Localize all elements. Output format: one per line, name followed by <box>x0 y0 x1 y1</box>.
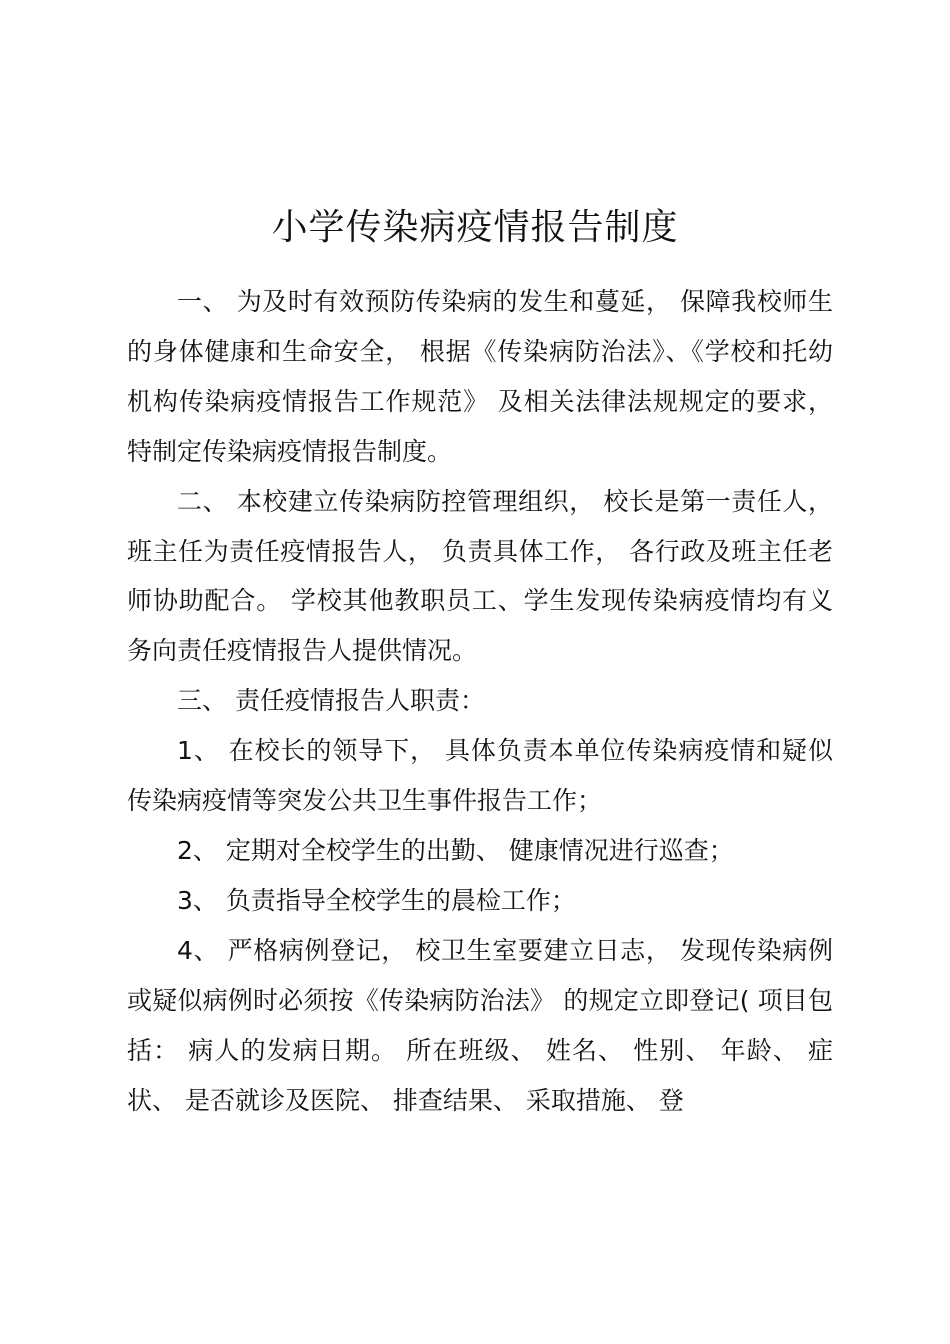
paragraph-duty-4: 4、 严格病例登记， 校卫生室要建立日志， 发现传染病例或疑似病例时必须按《传染病防治法》 的规定立即登记( 项目包括： 病人的发病日期。 所在班级、 姓名、 性别、 年龄、 症状、 是否就诊及医院、 排查结果、 采取措施、 登 <box>127 935 833 1115</box>
paragraph-section-2: 二、 本校建立传染病防控管理组织， 校长是第一责任人，班主任为责任疫情报告人， 负责具体工作， 各行政及班主任老师协助配合。 学校其他教职员工、学生发现传染病疫情均有义务向责任疫情报告人提供情况。 <box>127 486 833 666</box>
paragraph-duty-3: 3、 负责指导全校学生的晨检工作； <box>177 885 576 915</box>
paragraph-section-1: 一、 为及时有效预防传染病的发生和蔓延， 保障我校师生的身体健康和生命安全， 根据《传染病防治法》、《学校和托幼机构传染病疫情报告工作规范》 及相关法律法规规定的要求， 特制定传染病疫情报告制度。 <box>127 287 833 466</box>
document-body <box>127 277 833 1125</box>
paragraph-section-3-heading: 三、 责任疫情报告人职责： <box>177 686 485 716</box>
paragraph-duty-2: 2、 定期对全校学生的出勤、 健康情况进行巡查； <box>177 835 734 865</box>
document-title: 小学传染病疫情报告制度 <box>271 207 679 248</box>
paragraph-duty-1: 1、 在校长的领导下， 具体负责本单位传染病疫情和疑似传染病疫情等突发公共卫生事件报告工作； <box>127 736 833 816</box>
